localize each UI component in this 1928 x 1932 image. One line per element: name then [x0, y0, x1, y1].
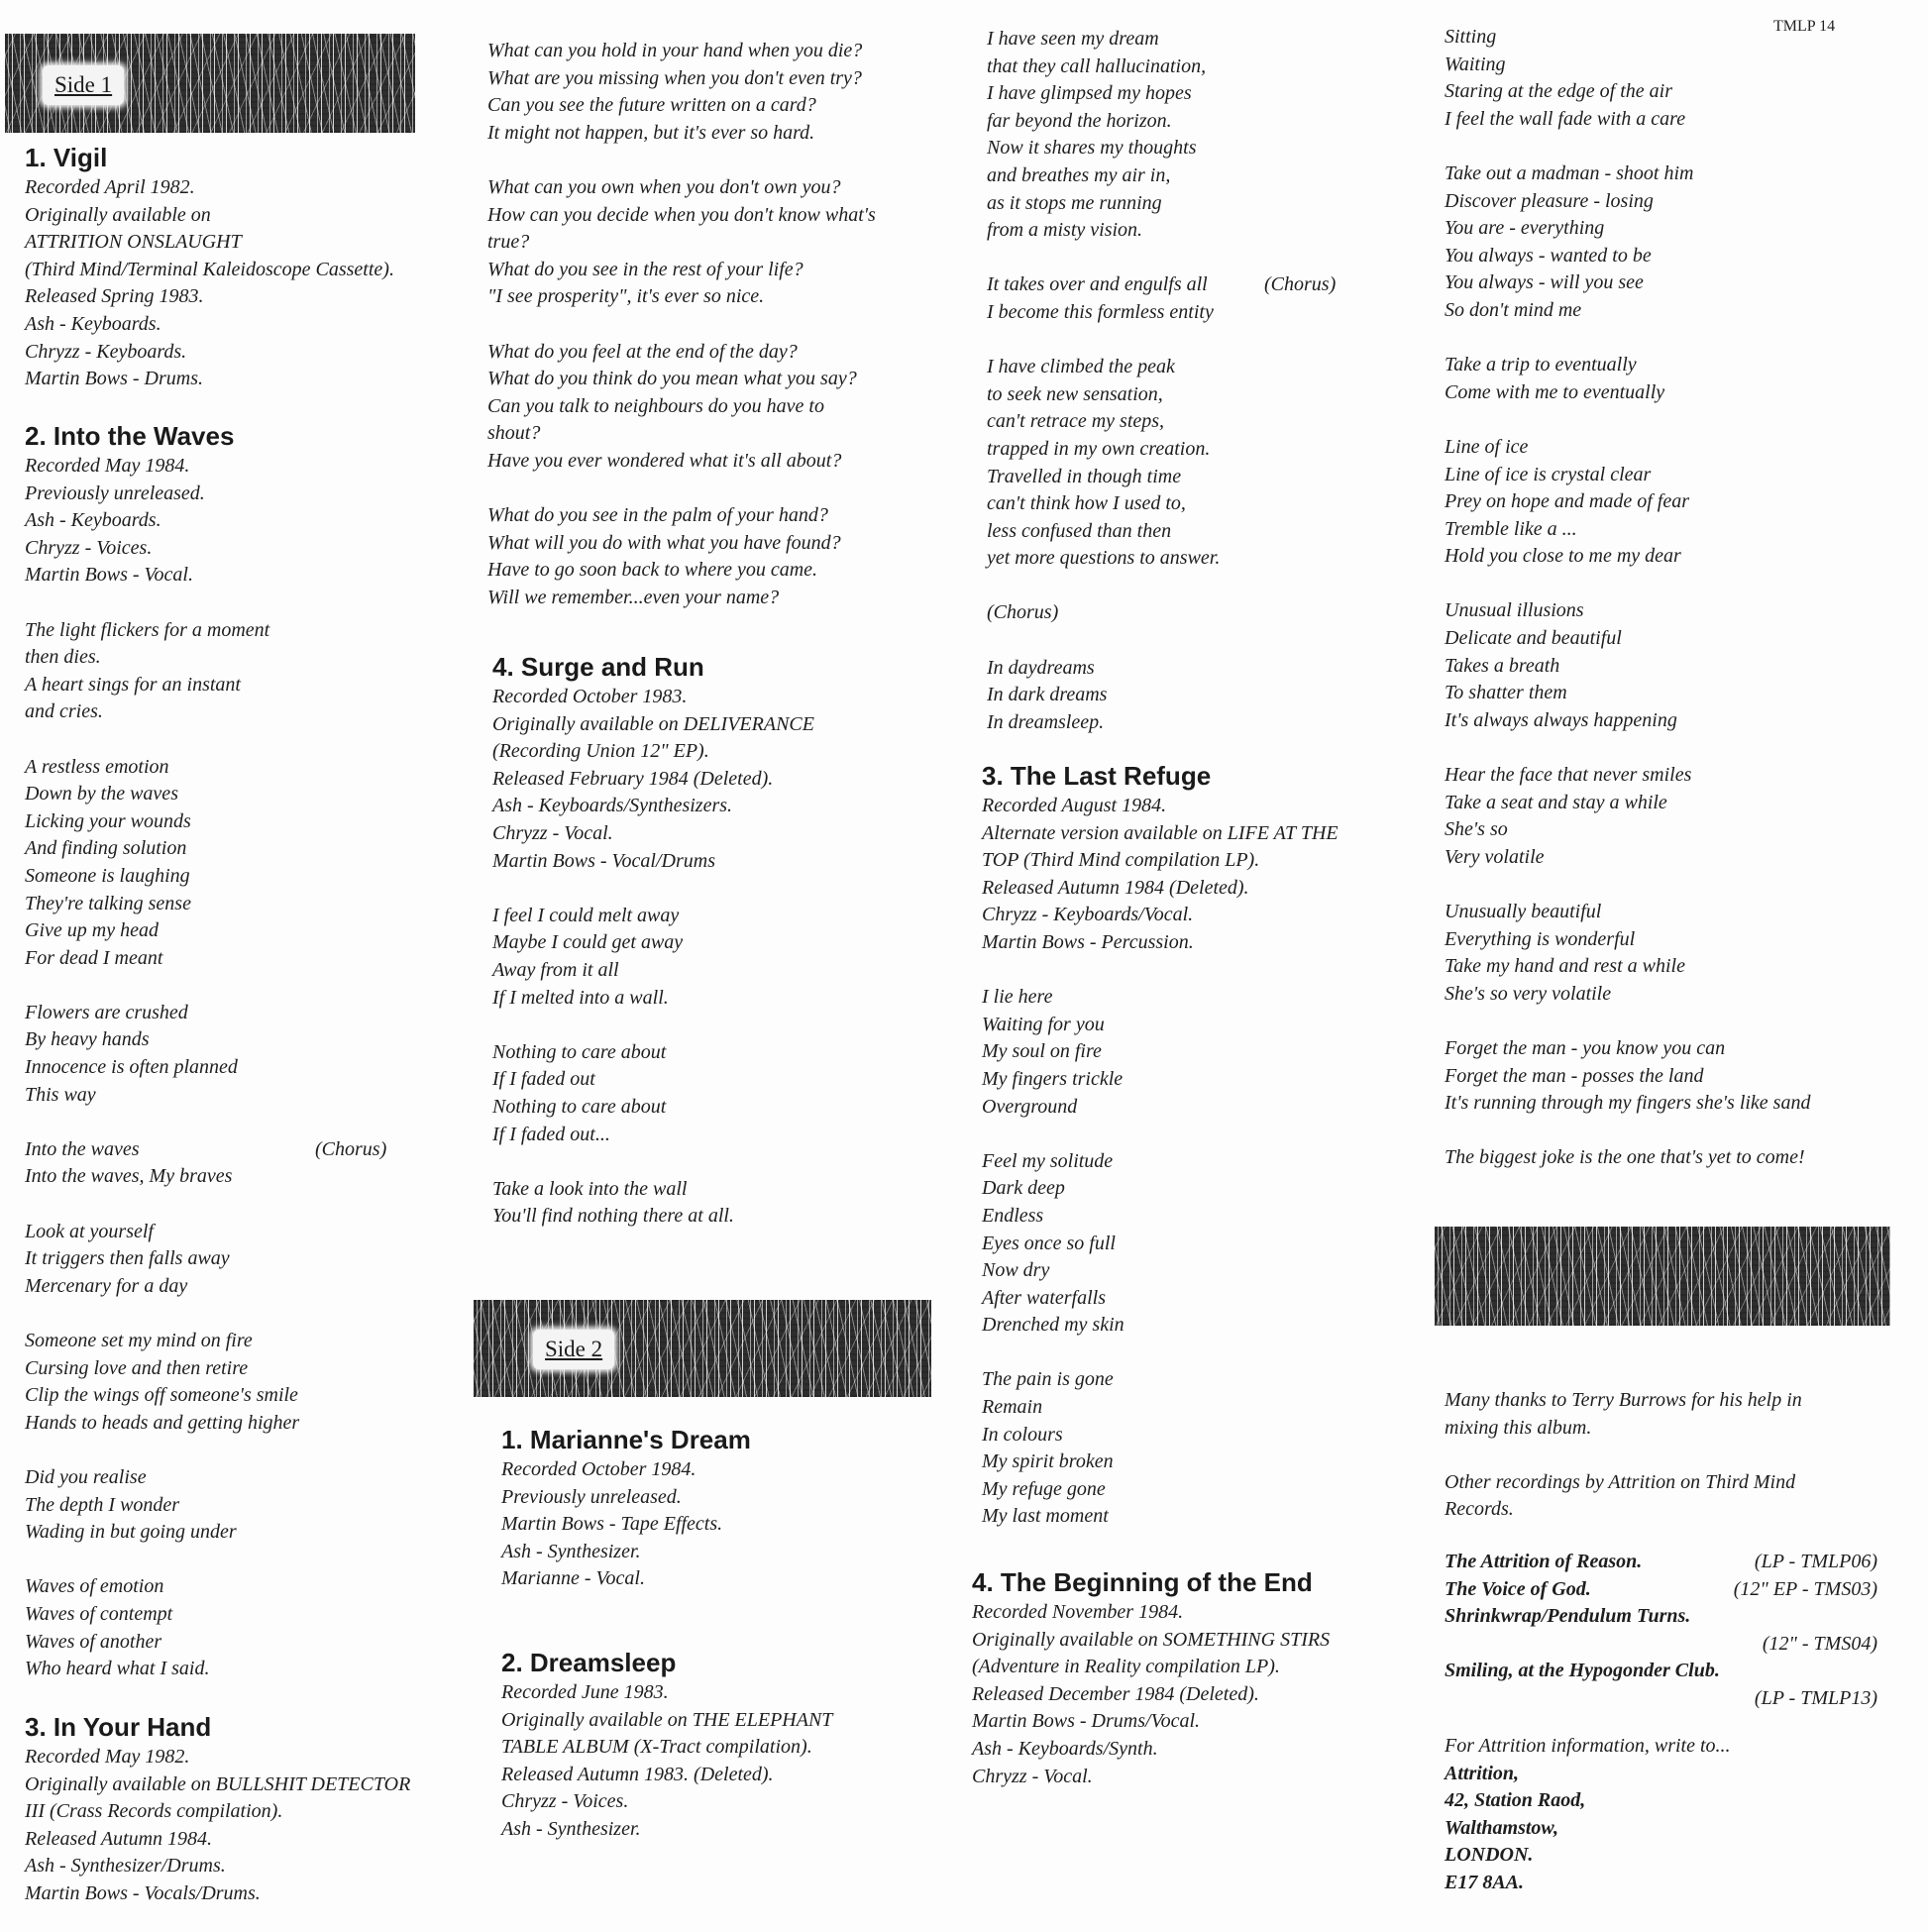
text-line: shout? [487, 422, 541, 445]
text-line: Drenched my skin [982, 1314, 1125, 1337]
track-title: 1. Vigil [25, 143, 108, 172]
blank-line [492, 875, 814, 903]
text-line: Originally available on DELIVERANCE [492, 712, 814, 735]
text-line: Hands to heads and getting higher [25, 1411, 300, 1434]
text-line: You are - everything [1445, 217, 1605, 240]
text-line: Nothing to care about [492, 1095, 667, 1118]
credits-thanks [1445, 1387, 1802, 1524]
chorus-text: It takes over and engulfs all [987, 273, 1208, 296]
text-line: Released December 1984 (Deleted). [972, 1682, 1259, 1705]
text-line: How can you decide when you don't know what's [487, 203, 876, 226]
track-surge-and-run [492, 650, 814, 1231]
text-line: Martin Bows - Drums. [25, 368, 204, 390]
text-line: It triggers then falls away [25, 1247, 230, 1270]
text-line: What can you own when you don't own you? [487, 175, 841, 198]
text-line: Licking your wounds [25, 809, 191, 832]
text-line: She's so very volatile [1445, 982, 1612, 1005]
chorus-text: Into the waves [25, 1137, 140, 1160]
blank-line [1445, 734, 1810, 762]
text-line: Released Autumn 1984 (Deleted). [982, 876, 1249, 899]
contact-info [1445, 1733, 1731, 1897]
text-line: "I see prosperity", it's ever so nice. [487, 285, 765, 308]
text-line: Waves of another [25, 1630, 162, 1653]
address [1445, 1761, 1731, 1897]
text-line: Released Autumn 1984. [25, 1827, 213, 1850]
text-line: Did you realise [25, 1465, 147, 1488]
text-line: Remain [982, 1396, 1043, 1419]
text-line: By heavy hands [25, 1028, 150, 1051]
text-line: can't retrace my steps, [987, 410, 1165, 433]
track-notes [25, 1744, 410, 1908]
text-line: Recorded June 1983. [501, 1681, 669, 1703]
text-line: What do you see in the rest of your life? [487, 258, 803, 280]
text-line: And finding solution [25, 837, 187, 860]
text-line: My fingers trickle [982, 1067, 1124, 1090]
discography-row [1445, 1631, 1877, 1659]
text-line: Takes a breath [1445, 654, 1560, 677]
blank-line [1445, 1442, 1802, 1469]
blank-line [982, 1340, 1339, 1367]
blank-line [25, 1191, 441, 1219]
text-line: Ash - Keyboards/Synth. [972, 1737, 1158, 1760]
track-title: 2. Into the Waves [25, 421, 235, 451]
text-line: Feel my solitude [982, 1149, 1114, 1172]
blank-line [25, 972, 441, 1000]
blank-line [1445, 325, 1810, 353]
text-line: Staring at the edge of the air [1445, 80, 1672, 103]
blank-line [492, 1148, 814, 1176]
text-line: I lie here [982, 986, 1053, 1009]
text-line: My soul on fire [982, 1040, 1102, 1063]
text-line: Recorded August 1984. [982, 795, 1167, 816]
release-ref: (LP - TMLP13) [1754, 1686, 1877, 1709]
text-line: Records. [1445, 1498, 1514, 1521]
text-line: Prey on hope and made of fear [1445, 490, 1689, 513]
track-dreamsleep [501, 1646, 832, 1844]
address-line: LONDON. [1445, 1844, 1534, 1867]
text-line: My spirit broken [982, 1450, 1114, 1473]
chorus-tag: (Chorus) [315, 1137, 387, 1160]
text-line: TOP (Third Mind compilation LP). [982, 849, 1260, 872]
text-line: Released Autumn 1983. (Deleted). [501, 1763, 774, 1785]
text-line: Dark deep [982, 1177, 1065, 1200]
track-notes [492, 684, 814, 1231]
track-into-the-waves [25, 419, 441, 1683]
track-title: 4. Surge and Run [492, 652, 704, 682]
text-line: Now dry [982, 1259, 1050, 1282]
text-line: The biggest joke is the one that's yet to come! [1445, 1146, 1805, 1169]
text-line: Chryzz - Keyboards/Vocal. [982, 904, 1194, 926]
text-line: If I faded out... [492, 1123, 610, 1145]
text-line: Previously unreleased. [25, 482, 205, 504]
text-line: Recorded November 1984. [972, 1601, 1184, 1623]
text-line: Marianne - Vocal. [501, 1567, 645, 1590]
text-line: Come with me to eventually [1445, 380, 1665, 403]
side-1-banner [5, 34, 415, 133]
release-title: Smiling, at the Hypogonder Club. [1445, 1660, 1720, 1682]
text-line: Tremble like a ... [1445, 517, 1577, 540]
text-line: Originally available on BULLSHIT DETECTOR [25, 1772, 411, 1795]
discography-list [1445, 1549, 1877, 1713]
text-line: Forget the man - you know you can [1445, 1036, 1726, 1059]
text-line: Chryzz - Keyboards. [25, 340, 187, 363]
blank-line [987, 327, 1403, 355]
side-1-label: Side 1 [43, 65, 124, 105]
release-title: The Voice of God. [1445, 1577, 1591, 1600]
text-line: Maybe I could get away [492, 931, 684, 954]
track-title: 3. In Your Hand [25, 1712, 212, 1742]
text-line: What are you missing when you don't even try? [487, 66, 862, 89]
text-line: Take a trip to eventually [1445, 354, 1637, 376]
lyrics [987, 26, 1403, 271]
text-line: Innocence is often planned [25, 1056, 238, 1079]
text-line: Clip the wings off someone's smile [25, 1384, 298, 1407]
text-line: Take my hand and rest a while [1445, 955, 1685, 978]
text-line: Hold you close to me my dear [1445, 545, 1681, 568]
text-line: You always - will you see [1445, 271, 1644, 294]
text-line: Recorded April 1982. [25, 176, 195, 198]
text-line: What do you feel at the end of the day? [487, 340, 798, 363]
text-line: The pain is gone [982, 1368, 1114, 1391]
text-line: In colours [982, 1423, 1063, 1446]
release-title: The Attrition of Reason. [1445, 1551, 1643, 1572]
text-line: To shatter them [1445, 682, 1567, 704]
text-line: Ash - Keyboards. [25, 312, 161, 335]
text-line: Chryzz - Voices. [25, 536, 153, 559]
text-line: (Adventure in Reality compilation LP). [972, 1656, 1280, 1678]
text-line: My last moment [982, 1505, 1109, 1528]
text-line: I feel the wall fade with a care [1445, 107, 1686, 130]
text-line: I have glimpsed my hopes [987, 82, 1192, 105]
track-notes [25, 174, 394, 393]
side-2-banner [474, 1300, 931, 1397]
text-line: Unusually beautiful [1445, 901, 1602, 922]
text-line: Everything is wonderful [1445, 927, 1636, 950]
text-line: Now it shares my thoughts [987, 137, 1197, 160]
contact-intro: For Attrition information, write to... [1445, 1735, 1731, 1757]
text-line: Martin Bows - Tape Effects. [501, 1513, 723, 1536]
discography-row [1445, 1658, 1877, 1685]
text-line: Originally available on SOMETHING STIRS [972, 1628, 1331, 1651]
text-line: Ash - Keyboards/Synthesizers. [492, 795, 733, 817]
text-line: Many thanks to Terry Burrows for his help in [1445, 1389, 1802, 1411]
text-line: Ash - Synthesizer/Drums. [25, 1855, 226, 1878]
text-line: Someone set my mind on fire [25, 1330, 253, 1351]
text-line: What do you think do you mean what you say? [487, 368, 857, 390]
blank-line [987, 573, 1403, 600]
text-line: Waves of emotion [25, 1575, 164, 1598]
discography-row [1445, 1685, 1877, 1713]
text-line: Recorded October 1983. [492, 686, 688, 707]
beginning-lyrics [1445, 24, 1810, 1172]
text-line: A restless emotion [25, 755, 169, 778]
text-line: Take a look into the wall [492, 1177, 688, 1200]
text-line: (Recording Union 12" EP). [492, 740, 709, 763]
text-line: to seek new sensation, [987, 382, 1163, 405]
discography-row [1445, 1576, 1877, 1604]
text-line: It's always always happening [1445, 708, 1677, 731]
text-line: So don't mind me [1445, 298, 1582, 321]
blank-line [982, 1121, 1339, 1148]
text-line: Released Spring 1983. [25, 285, 204, 308]
catalog-number: TMLP 14 [1773, 18, 1836, 35]
blank-line [982, 957, 1339, 985]
text-line: My refuge gone [982, 1477, 1106, 1500]
text-line: Eyes once so full [982, 1232, 1116, 1254]
track-title: 4. The Beginning of the End [972, 1567, 1313, 1597]
text-line: Forget the man - posses the land [1445, 1064, 1704, 1087]
text-line: Have to go soon back to where you came. [487, 559, 818, 582]
text-line: Martin Bows - Vocals/Drums. [25, 1881, 261, 1904]
text-line: Have you ever wondered what it's all about? [487, 449, 842, 472]
text-line: Someone is laughing [25, 864, 190, 887]
chorus-tag: (Chorus) [1264, 273, 1337, 296]
text-line: III (Crass Records compilation). [25, 1800, 283, 1823]
text-line: then dies. [25, 646, 101, 669]
text-line: You always - wanted to be [1445, 244, 1652, 267]
text-line: I become this formless entity [987, 300, 1214, 323]
address-line: E17 8AA. [1445, 1871, 1525, 1893]
text-line: In dark dreams [987, 684, 1108, 706]
blank-line [1445, 1118, 1810, 1145]
text-line: Chryzz - Voices. [501, 1790, 629, 1813]
text-line: If I melted into a wall. [492, 986, 669, 1009]
text-line: Take a seat and stay a while [1445, 791, 1667, 813]
track-notes [982, 793, 1339, 1531]
text-line: Ash - Synthesizer. [501, 1817, 641, 1840]
text-line: You'll find nothing there at all. [492, 1205, 734, 1228]
track-title: 1. Marianne's Dream [501, 1425, 751, 1454]
text-line: Look at yourself [25, 1220, 154, 1242]
text-line: A heart sings for an instant [25, 673, 241, 696]
text-line: trapped in my own creation. [987, 437, 1211, 460]
text-line: Discover pleasure - losing [1445, 189, 1654, 212]
text-line: TABLE ALBUM (X-Tract compilation). [501, 1736, 812, 1759]
text-line: Line of ice [1445, 435, 1529, 458]
release-ref: (12" - TMS04) [1762, 1632, 1877, 1655]
text-line: What can you hold in your hand when you die? [487, 40, 863, 61]
text-line: Cursing love and then retire [25, 1356, 249, 1379]
text-line: Unusual illusions [1445, 599, 1584, 622]
text-line: For dead I meant [25, 946, 163, 969]
track-vigil [25, 141, 394, 393]
blank-line [25, 1300, 441, 1328]
text-line: What do you see in the palm of your hand? [487, 504, 828, 527]
text-line: Recorded October 1984. [501, 1458, 696, 1480]
text-line: Alternate version available on LIFE AT THE [982, 821, 1339, 844]
decorative-banner [1435, 1227, 1890, 1326]
text-line: Overground [982, 1095, 1078, 1118]
discography-row [1445, 1603, 1877, 1631]
text-line: The light flickers for a moment [25, 618, 270, 641]
text-line: Very volatile [1445, 845, 1545, 868]
lyrics [987, 299, 1403, 737]
blank-line [25, 726, 441, 754]
text-line: I have climbed the peak [987, 356, 1175, 378]
release-ref: (LP - TMLP06) [1754, 1551, 1877, 1572]
text-line: as it stops me running [987, 191, 1162, 214]
blank-line [487, 476, 876, 503]
text-line: Martin Bows - Vocal. [25, 564, 193, 587]
in-your-hand-lyrics [487, 38, 876, 611]
blank-line [1445, 1008, 1810, 1035]
track-title: 2. Dreamsleep [501, 1648, 677, 1677]
text-line: Down by the waves [25, 783, 178, 805]
track-notes [501, 1456, 751, 1593]
text-line: far beyond the horizon. [987, 109, 1172, 132]
address-line: 42, Station Raod, [1445, 1789, 1586, 1812]
track-the-beginning-of-the-end [972, 1565, 1330, 1790]
text-line: I have seen my dream [987, 28, 1159, 50]
dreamsleep-lyrics [987, 26, 1403, 736]
text-line: ATTRITION ONSLAUGHT [25, 231, 242, 254]
track-title: 3. The Last Refuge [982, 761, 1212, 791]
blank-line [25, 590, 441, 617]
text-line: Other recordings by Attrition on Third Mind [1445, 1470, 1796, 1493]
text-line: What will you do with what you have found? [487, 531, 841, 554]
release-ref: (12" EP - TMS03) [1733, 1577, 1877, 1600]
text-line: and breathes my air in, [987, 163, 1171, 186]
blank-line [492, 1012, 814, 1039]
text-line: Sitting [1445, 26, 1497, 48]
text-line: Originally available on THE ELEPHANT [501, 1708, 833, 1731]
blank-line [487, 147, 876, 174]
track-notes [972, 1599, 1330, 1790]
text-line: (Chorus) [987, 601, 1059, 624]
text-line: from a misty vision. [987, 219, 1143, 242]
blank-line [25, 1437, 441, 1464]
text-line: Waiting [1445, 53, 1506, 75]
text-line: Originally available on [25, 203, 211, 226]
track-mariannes-dream [501, 1423, 751, 1593]
text-line: Away from it all [492, 958, 619, 981]
blank-line [1445, 871, 1810, 899]
text-line: can't think how I used to, [987, 492, 1186, 515]
blank-line [25, 1109, 441, 1136]
chorus-line [25, 1136, 441, 1164]
track-notes [501, 1679, 832, 1844]
text-line: This way [25, 1083, 96, 1106]
text-line: After waterfalls [982, 1286, 1106, 1309]
text-line: Waves of contempt [25, 1602, 173, 1625]
blank-line [987, 245, 1403, 272]
address-line: Attrition, [1445, 1762, 1520, 1784]
discography [1445, 1549, 1877, 1713]
text-line: Flowers are crushed [25, 1001, 188, 1023]
blank-line [1445, 133, 1810, 161]
text-line: Wading in but going under [25, 1521, 237, 1544]
text-line: Travelled in though time [987, 465, 1182, 487]
text-line: Previously unreleased. [501, 1485, 682, 1508]
track-notes [25, 453, 441, 1136]
address-line: Walthamstow, [1445, 1816, 1559, 1839]
text-line: She's so [1445, 818, 1508, 841]
text-line: Chryzz - Vocal. [972, 1765, 1093, 1787]
text-line: In daydreams [987, 656, 1095, 679]
release-title: Shrinkwrap/Pendulum Turns. [1445, 1605, 1691, 1628]
text-line: Delicate and beautiful [1445, 627, 1622, 650]
track-in-your-hand [25, 1710, 410, 1908]
text-line: Nothing to care about [492, 1040, 667, 1063]
text-line: Into the waves, My braves [25, 1165, 233, 1188]
blank-line [25, 1547, 441, 1574]
text-line: true? [487, 231, 530, 254]
text-line: Released February 1984 (Deleted). [492, 767, 774, 790]
track-the-last-refuge [982, 759, 1339, 1531]
blank-line [487, 311, 876, 339]
text-line: Waiting for you [982, 1013, 1105, 1035]
lyrics [25, 1163, 441, 1682]
chorus-line [987, 271, 1403, 299]
blank-line [1445, 571, 1810, 598]
text-line: Mercenary for a day [25, 1274, 188, 1297]
text-line: Ash - Keyboards. [25, 509, 161, 532]
text-line: Will we remember...even your name? [487, 586, 780, 608]
text-line: mixing this album. [1445, 1416, 1592, 1439]
text-line: Can you talk to neighbours do you have to [487, 394, 824, 417]
text-line: (Third Mind/Terminal Kaleidoscope Cassette). [25, 258, 394, 280]
text-line: Who heard what I said. [25, 1658, 210, 1680]
blank-line [1445, 406, 1810, 434]
text-line: Ash - Synthesizer. [501, 1540, 641, 1562]
text-line: Can you see the future written on a card? [487, 94, 816, 117]
side-2-label: Side 2 [533, 1330, 614, 1369]
text-line: The depth I wonder [25, 1493, 180, 1516]
discography-row [1445, 1549, 1877, 1576]
text-line: yet more questions to answer. [987, 547, 1221, 570]
text-line: Martin Bows - Vocal/Drums [492, 849, 715, 872]
text-line: It's running through my fingers she's like sand [1445, 1092, 1811, 1115]
text-line: It might not happen, but it's ever so hard. [487, 121, 815, 144]
text-line: Recorded May 1984. [25, 455, 190, 477]
text-line: I feel I could melt away [492, 904, 680, 926]
text-line: Endless [982, 1204, 1044, 1227]
blank-line [987, 627, 1403, 655]
text-line: Recorded May 1982. [25, 1746, 190, 1768]
text-line: If I faded out [492, 1068, 595, 1091]
text-line: They're talking sense [25, 892, 191, 914]
text-line: and cries. [25, 700, 103, 723]
text-line: Hear the face that never smiles [1445, 764, 1692, 787]
text-line: less confused than then [987, 519, 1172, 542]
text-line: Line of ice is crystal clear [1445, 463, 1652, 485]
text-line: Take out a madman - shoot him [1445, 161, 1694, 184]
text-line: Give up my head [25, 919, 159, 942]
text-line: that they call hallucination, [987, 54, 1207, 77]
text-line: Martin Bows - Drums/Vocal. [972, 1710, 1200, 1733]
text-line: Chryzz - Vocal. [492, 821, 613, 844]
text-line: In dreamsleep. [987, 710, 1105, 733]
text-line: Martin Bows - Percussion. [982, 930, 1194, 953]
